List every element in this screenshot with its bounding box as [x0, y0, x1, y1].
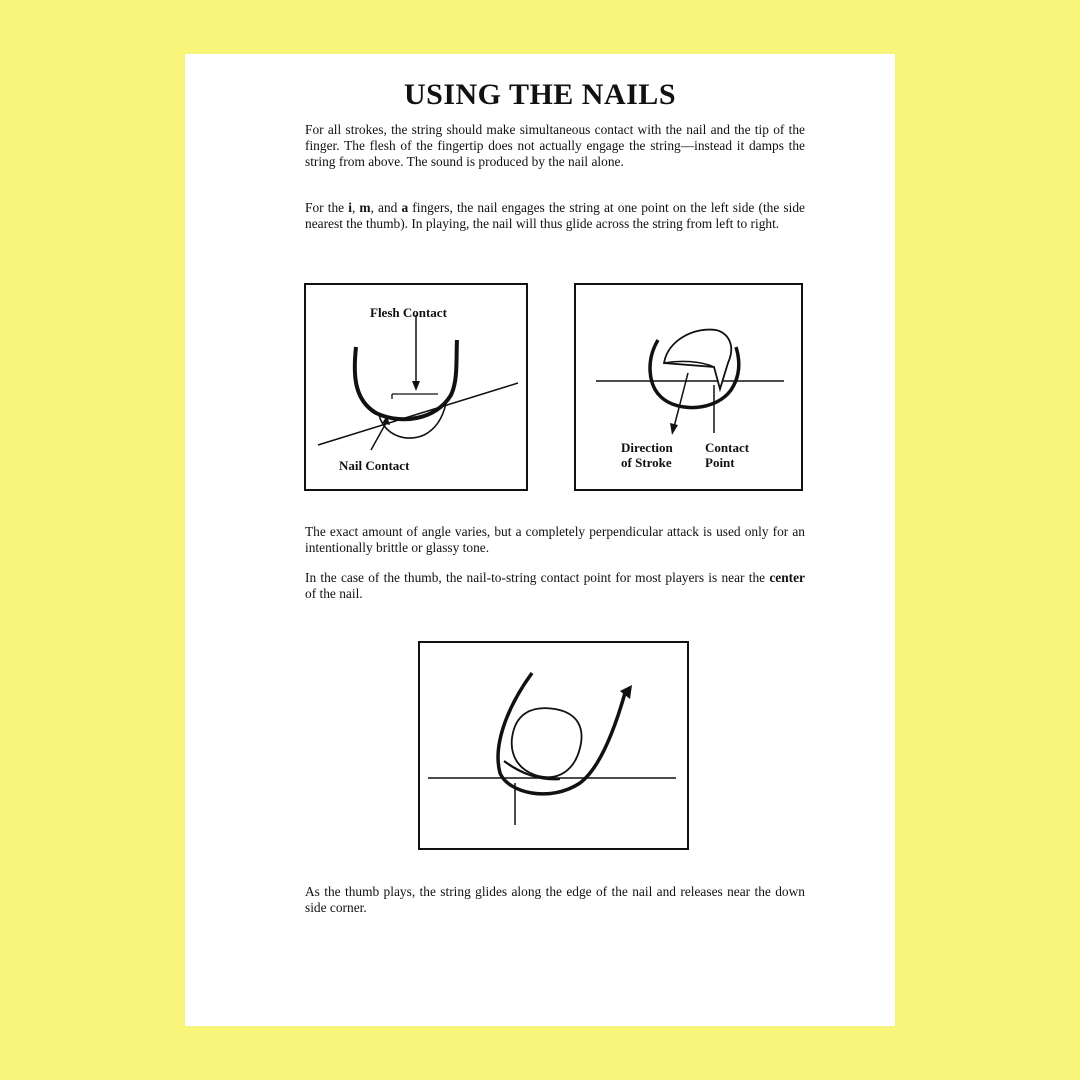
- center-emphasis: center: [769, 570, 805, 585]
- finger-a: a: [401, 200, 409, 215]
- figure-thumb-contact: [418, 641, 689, 850]
- paragraph-thumb: [305, 570, 805, 602]
- nail-contact-label: Nail Contact: [339, 458, 410, 473]
- figure-finger-contact: [304, 283, 528, 491]
- text-segment: , and: [370, 200, 402, 215]
- text-segment: fingers, the nail engages the string at one point on the left side (the side nearest the thumb). In playing, the nail will thus glide across the string from left to right.: [305, 200, 805, 231]
- figure-stroke-direction: [574, 283, 803, 491]
- book-page: [185, 54, 895, 1026]
- finger-m: m: [359, 200, 371, 215]
- contact-point-label: [705, 440, 749, 470]
- text-segment: In the case of the thumb, the nail-to-string contact point for most players is near the: [305, 570, 770, 585]
- direction-of-stroke-label: [621, 440, 673, 470]
- text-segment: of the nail.: [305, 586, 363, 601]
- thumb-nail-illustration: [420, 643, 686, 847]
- paragraph-angle: The exact amount of angle varies, but a completely perpendicular attack is used only for an intentionally brittle or glassy tone.: [305, 524, 805, 555]
- paragraph-fingers: [305, 200, 805, 232]
- nail-stroke-illustration: [576, 285, 800, 488]
- text-segment: For the: [305, 200, 349, 215]
- direction-label-line1: Direction: [621, 440, 673, 455]
- direction-label-line2: of Stroke: [621, 455, 672, 470]
- text-segment: ,: [351, 200, 360, 215]
- contact-label-line1: Contact: [705, 440, 750, 455]
- flesh-contact-label: Flesh Contact: [370, 305, 447, 320]
- paragraph-thumb-glide: As the thumb plays, the string glides along the edge of the nail and releases near the down side corner.: [305, 884, 805, 915]
- page-title: USING THE NAILS: [403, 78, 677, 111]
- contact-label-line2: Point: [705, 455, 735, 470]
- finger-i: i: [348, 200, 352, 215]
- paragraph-strokes: For all strokes, the string should make simultaneous contact with the nail and the tip of the finger. The flesh of the fingertip does not actually engage the string—instead it damps the string from above. The sound is produced by the nail alone.: [305, 122, 805, 169]
